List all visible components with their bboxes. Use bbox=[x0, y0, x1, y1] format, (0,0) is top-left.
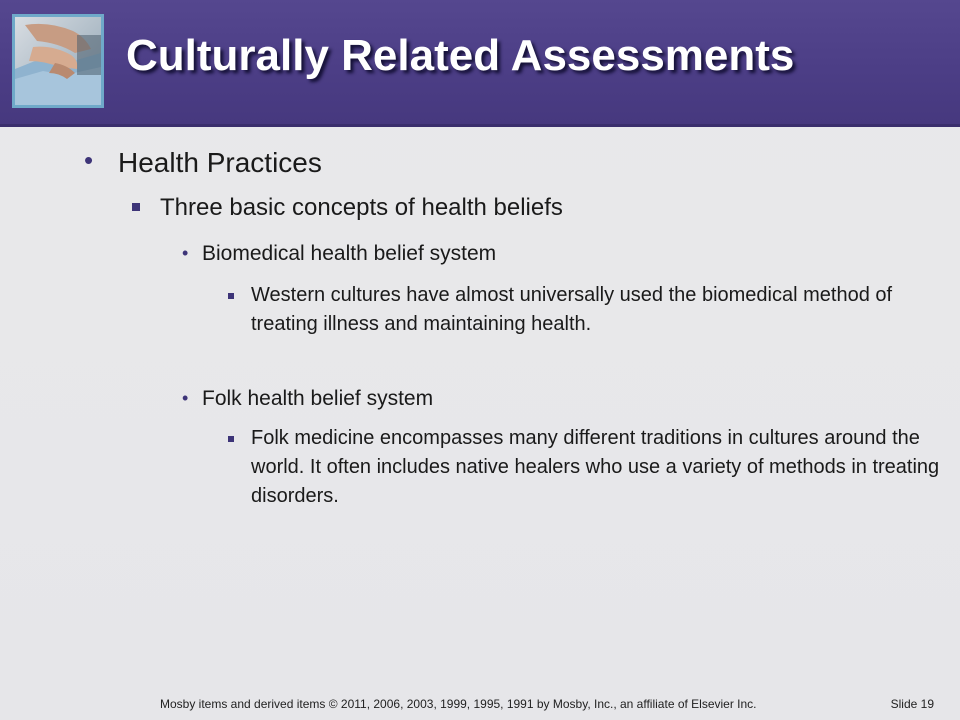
title-bar bbox=[0, 0, 960, 126]
bullet-level1-health-practices: Health Practices bbox=[118, 147, 322, 178]
small-square-bullet-icon bbox=[228, 293, 234, 299]
header-divider bbox=[0, 124, 960, 127]
small-round-bullet-icon: • bbox=[182, 243, 189, 263]
slide-number: Slide 19 bbox=[890, 697, 934, 711]
header-photo bbox=[12, 14, 104, 108]
bullet-level2-three-concepts: Three basic concepts of health beliefs bbox=[160, 194, 563, 221]
bullet-level3-biomedical: Biomedical health belief system bbox=[202, 242, 497, 265]
bullet-level3-folk: Folk health belief system bbox=[202, 387, 434, 410]
round-bullet-icon: • bbox=[84, 145, 94, 175]
bullet-level4-folk-medicine: Folk medicine encompasses many different traditions in cultures around the world. It often includes native healers who use a variety of methods in treating disorders. bbox=[251, 427, 940, 507]
slide-footer bbox=[0, 694, 960, 714]
slide-title: Culturally Related Assessments bbox=[126, 31, 795, 80]
bullet-level4-western-cultures: Western cultures have almost universally used the biomedical method of treating illness and maintaining health. bbox=[251, 284, 893, 335]
square-bullet-icon bbox=[132, 203, 140, 211]
small-round-bullet-icon: • bbox=[182, 388, 189, 408]
caregiver-hands-image-icon bbox=[15, 17, 101, 105]
small-square-bullet-icon bbox=[228, 436, 234, 442]
copyright-notice: Mosby items and derived items © 2011, 2006, 2003, 1999, 1995, 1991 by Mosby, Inc., an affiliate of Elsevier Inc. bbox=[160, 697, 757, 711]
